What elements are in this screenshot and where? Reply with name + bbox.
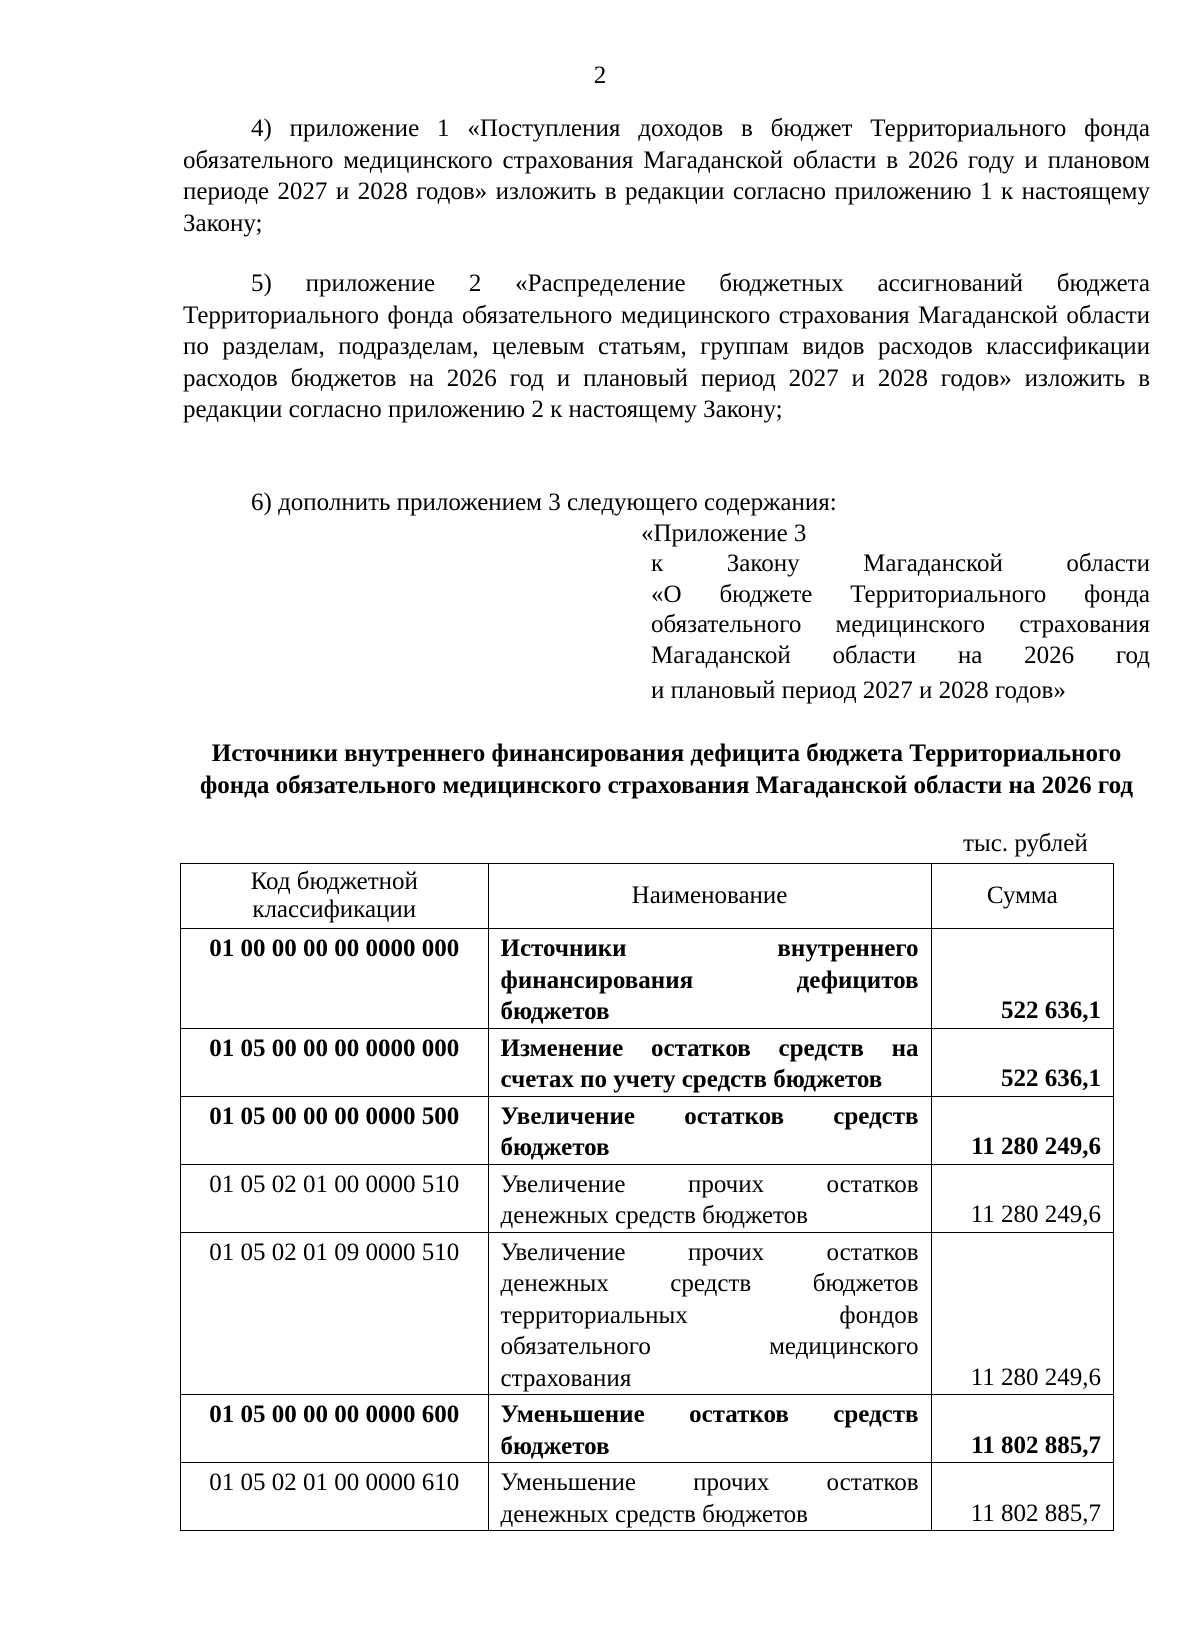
row-code: 01 05 02 01 00 0000 610 [181, 1463, 489, 1531]
row-sum: 522 636,1 [931, 1028, 1113, 1096]
row-code: 01 05 02 01 09 0000 510 [181, 1232, 489, 1395]
paragraph-item-4: 4) приложение 1 «Поступления доходов в бюджет Территориального фонда обязательного медицинского страхования Магаданской области в 2026 году и плановом периоде 2027 и 2028 годов» изложить в редакции согласно приложению 1 к настоящему Закону; [183, 115, 1150, 237]
table-header-row [181, 864, 1114, 929]
table-row [181, 1028, 1114, 1096]
page-number: 2 [593, 62, 607, 89]
row-code: 01 05 00 00 00 0000 600 [181, 1395, 489, 1463]
header-name: Наименование [488, 864, 931, 929]
table-body [181, 929, 1114, 1531]
header-sum: Сумма [931, 864, 1113, 929]
table-row [181, 929, 1114, 1029]
row-sum: 11 802 885,7 [931, 1463, 1113, 1531]
financing-sources-table [180, 863, 1114, 1531]
table-title: Источники внутреннего финансирования дефицита бюджета Территориального фонда обязательного медицинского страхования Магаданской области на 2026 год [199, 740, 1134, 799]
row-name: Источники внутреннего финансирования дефицитов бюджетов [488, 929, 931, 1029]
row-code: 01 00 00 00 00 0000 000 [181, 929, 489, 1029]
appendix-heading-line: обязательного медицинского страхования [651, 611, 1150, 638]
units-label: тыс. рублей [963, 830, 1088, 857]
row-name: Уменьшение прочих остатков денежных средств бюджетов [488, 1463, 931, 1531]
table-row [181, 1463, 1114, 1531]
header-code: Код бюджетной классификации [181, 864, 489, 929]
paragraph-item-5: 5) приложение 2 «Распределение бюджетных ассигнований бюджета Территориального фонда обязательного медицинского страхования Магаданской области по разделам, подразделам, целевым статьям, группам видов расходов классификации расходов бюджетов на 2026 год и плановый период 2027 и 2028 годов» изложить в редакции согласно приложению 2 к настоящему Закону; [183, 270, 1150, 423]
row-name: Увеличение прочих остатков денежных средств бюджетов [488, 1164, 931, 1232]
row-code: 01 05 00 00 00 0000 500 [181, 1096, 489, 1164]
row-sum: 11 802 885,7 [931, 1395, 1113, 1463]
paragraph-item-6: 6) дополнить приложением 3 следующего содержания: [251, 489, 837, 516]
appendix-heading-line: и плановый период 2027 и 2028 годов» [651, 677, 1066, 704]
row-name: Изменение остатков средств на счетах по учету средств бюджетов [488, 1028, 931, 1096]
row-sum: 11 280 249,6 [931, 1096, 1113, 1164]
appendix-heading-line: «Приложение 3 [641, 520, 807, 547]
row-sum: 11 280 249,6 [931, 1232, 1113, 1395]
row-name: Увеличение прочих остатков денежных средств бюджетов территориальных фондов обязательного медицинского страхования [488, 1232, 931, 1395]
appendix-heading-line: к Закону Магаданской области [651, 550, 1150, 577]
appendix-heading-line: «О бюджете Территориального фонда [651, 581, 1150, 608]
row-name: Уменьшение остатков средств бюджетов [488, 1395, 931, 1463]
appendix-heading-line: Магаданской области на 2026 год [651, 642, 1150, 669]
table-row [181, 1395, 1114, 1463]
table-row [181, 1096, 1114, 1164]
table-row [181, 1164, 1114, 1232]
row-name: Увеличение остатков средств бюджетов [488, 1096, 931, 1164]
row-code: 01 05 00 00 00 0000 000 [181, 1028, 489, 1096]
row-sum: 522 636,1 [931, 929, 1113, 1029]
row-sum: 11 280 249,6 [931, 1164, 1113, 1232]
row-code: 01 05 02 01 00 0000 510 [181, 1164, 489, 1232]
table-row [181, 1232, 1114, 1395]
